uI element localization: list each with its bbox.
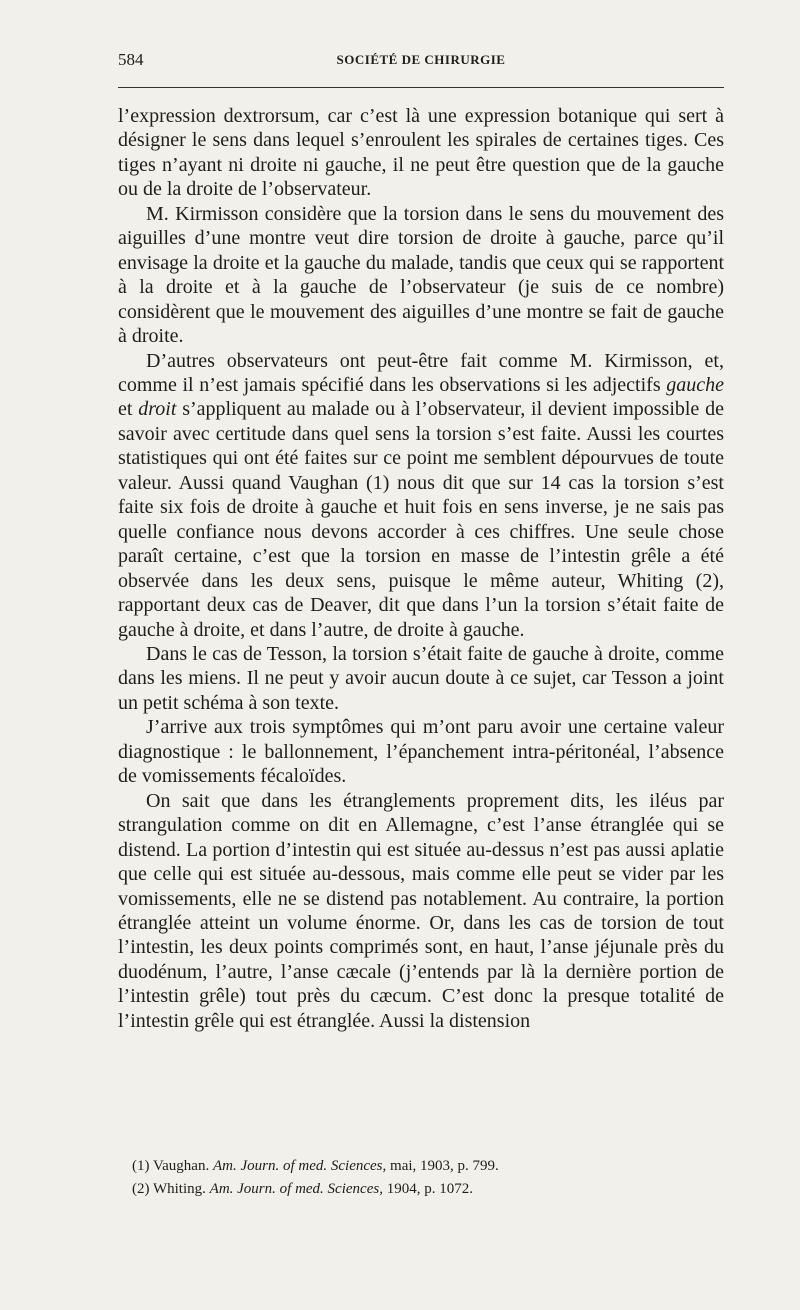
footnote-1-journal: Am. Journ. of med. Sciences,	[212, 1158, 387, 1174]
paragraph-2: M. Kirmisson considère que la torsion dans le sens du mouvement des aiguilles d’une montre veut dire torsion de droite à gauche, parce qu’il envisage la droite et la gauche du malade, tandis que ceux qui se rapportent à la droite et à la gauche de l’observateur (je suis de ce nombre) considèrent que le mouvement des aiguilles d’une montre se fait de gauche à droite.	[118, 202, 724, 348]
paragraph-3-text-a: D’autres observateurs ont peut-être fait comme M. Kirmisson, et, comme il n’est jamais spécifié dans les observations si les adjectifs	[118, 349, 724, 396]
paragraph-3	[118, 349, 724, 642]
paragraph-3-text-b: et	[118, 398, 139, 421]
header-rule	[118, 87, 724, 88]
paragraph-4: Dans le cas de Tesson, la torsion s’était faite de gauche à droite, comme dans les miens. Il ne peut y avoir aucun doute à ce sujet, car Tesson a joint un petit schéma à son texte.	[118, 642, 724, 714]
footnote-2-journal: Am. Journ. of med. Sciences,	[209, 1181, 383, 1197]
paragraph-6: On sait que dans les étranglements proprement dits, les iléus par strangulation comme on dit en Allemagne, c’est l’anse étranglée qui se distend. La portion d’intestin qui est située au-dessus n’est pas aussi aplatie que celle qui est située au-dessous, mais comme elle peut se vider par les vomissements, elle ne se distend pas notablement. Au contraire, la portion étranglée atteint un volume énorme. Or, dans les cas de torsion de tout l’intestin, les deux points comprimés sont, en haut, l’anse jéjunale près du duodénum, l’autre, l’anse cæcale (j’entends par là la dernière portion de l’intestin grêle) tout près du cæcum. C’est donc la presque totalité de l’intestin grêle qui est étranglée. Aussi la distension	[118, 789, 724, 1032]
page-number: 584	[118, 50, 144, 69]
footnotes	[118, 1155, 724, 1201]
paragraph-5: J’arrive aux trois symptômes qui m’ont paru avoir une certaine valeur diagnostique : le ballonnement, l’épanchement intra-péritonéal, l’absence de vomissements fécaloïdes.	[118, 716, 724, 788]
page-header	[118, 50, 724, 74]
footnote-2	[118, 1178, 724, 1201]
italic-word-droit: droit	[138, 398, 177, 421]
footnote-1-author: Vaughan.	[152, 1158, 210, 1174]
italic-word-gauche: gauche	[666, 373, 724, 396]
paragraph-3-text-c: s’appliquent au malade ou à l’observateur, il devient impossible de savoir avec certitude dans quel sens la torsion s’est faite. Aussi les courtes statistiques qui ont été faites sur ce point me semblent dépourvues de toute valeur. Aussi quand Vaughan (1) nous dit que sur 14 cas la torsion s’est faite six fois de droite à gauche et huit fois en sens inverse, je ne sais pas quelle confiance nous devons accorder à ces chiffres. Une seule chose paraît certaine, c’est que la torsion en masse de l’intestin grêle a été observée dans les deux sens, puisque le même auteur, Whiting (2), rapportant deux cas de Deaver, dit que dans l’un la torsion s’était faite de gauche à droite, et dans l’autre, de droite à gauche.	[118, 398, 724, 641]
footnote-1	[118, 1155, 724, 1178]
footnote-2-rest: 1904, p. 1072.	[386, 1181, 473, 1197]
footnote-1-rest: mai, 1903, p. 799.	[390, 1158, 499, 1174]
footnote-1-mark: (1)	[132, 1158, 150, 1174]
running-head: SOCIÉTÉ DE CHIRURGIE	[336, 52, 506, 67]
footnote-2-mark: (2)	[132, 1181, 150, 1197]
footnote-2-author: Whiting.	[152, 1181, 206, 1197]
body-text	[118, 104, 724, 1033]
paragraph-1: l’expression dextrorsum, car c’est là une expression botanique qui sert à désigner le sens dans lequel s’enroulent les spirales de certaines tiges. Ces tiges n’ayant ni droite ni gauche, il ne peut être question que de la gauche ou de la droite de l’observateur.	[118, 105, 724, 201]
